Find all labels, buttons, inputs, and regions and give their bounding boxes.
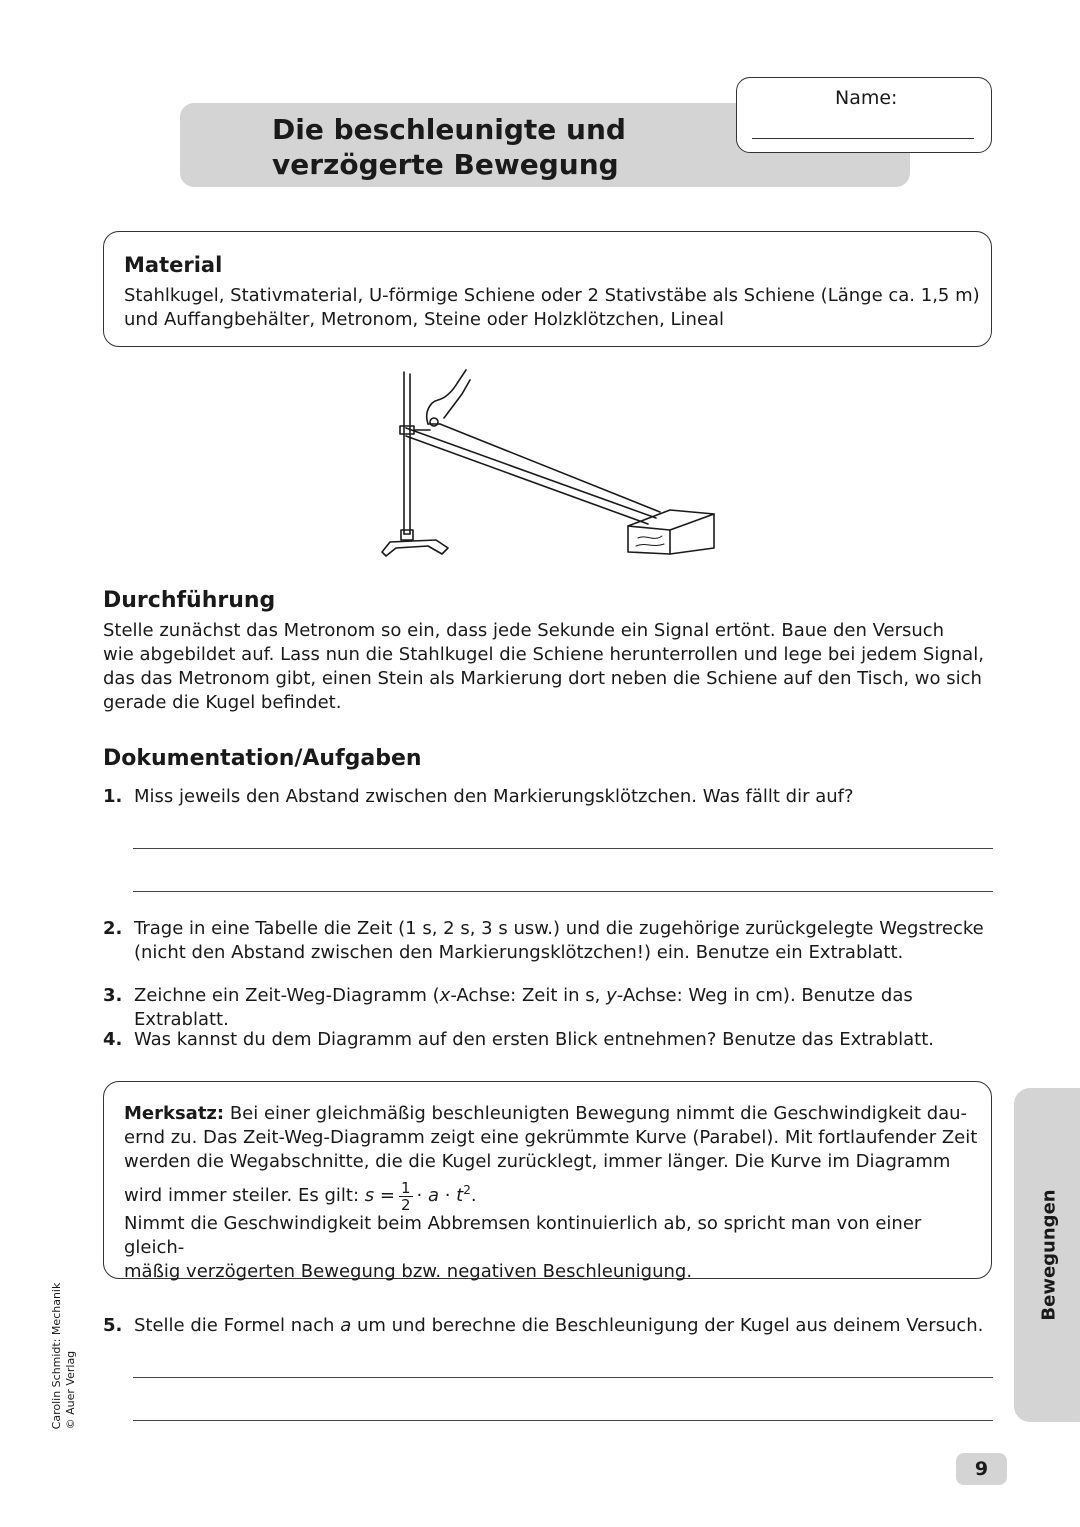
task-text: Miss jeweils den Abstand zwischen den Markierungsklötzchen. Was fällt dir auf? [134,786,854,807]
task-text [134,917,993,965]
formula-exponent: 2 [463,1183,471,1197]
answer-line[interactable] [133,848,993,849]
formula-dot: · [438,1185,457,1206]
page-title-line2: verzögerte Bewegung [272,148,619,181]
experiment-illustration [370,362,730,562]
task-1 [103,785,993,809]
answer-line[interactable] [133,1420,993,1421]
formula-fraction [399,1180,413,1213]
task-text-line: Trage in eine Tabelle die Zeit (1 s, 2 s, 3 s usw.) und die zugehörige zurückgelegte Wegstrecke [134,918,984,939]
durchfuehrung-text [103,619,993,715]
task-5 [103,1314,993,1338]
formula-a: a [427,1185,439,1206]
task-text-part: um und berechne die Beschleunigung der Kugel aus deinem Versuch. [351,1315,984,1336]
name-label: Name: [835,87,898,109]
material-text [124,284,984,332]
merksatz-line1: Bei einer gleichmäßig beschleunigten Bewegung nimmt die Geschwindigkeit dau- [224,1103,968,1124]
merksatz-line3: werden die Wegabschnitte, die die Kugel zurücklegt, immer länger. Die Kurve im Diagramm [124,1151,951,1172]
formula-s: s [364,1185,375,1206]
task-2 [103,917,993,965]
formula-period: . [470,1185,477,1206]
merksatz-line6: mäßig verzögerten Bewegung bzw. negativen Beschleunigung. [124,1261,693,1282]
page-title-line1: Die beschleunigte und [272,113,626,146]
task-text: Was kannst du dem Diagramm auf den ersten Blick entnehmen? Benutze das Extrablatt. [134,1029,934,1050]
merksatz-text [124,1102,984,1284]
page-title [272,112,732,182]
name-write-line[interactable] [752,138,974,139]
task-text [134,1314,993,1338]
task-text-italic: x [439,985,451,1006]
merksatz-line2: ernd zu. Das Zeit-Weg-Diagramm zeigt eine gekrümmte Kurve (Parabel). Mit fortlaufender Zeit [124,1127,978,1148]
task-text-part: Zeichne ein Zeit-Weg-Diagramm ( [134,985,440,1006]
merksatz-label: Merksatz: [124,1103,225,1124]
task-number: 5. [103,1315,123,1336]
task-number: 3. [103,985,123,1006]
durchfuehrung-line: das das Metronom gibt, einen Stein als Markierung dort neben die Schiene auf den Tisch, wo sich [103,668,982,689]
answer-line[interactable] [133,1377,993,1378]
task-number: 2. [103,918,123,939]
task-text-line: (nicht den Abstand zwischen den Markierungsklötzchen!) ein. Benutze ein Extrablatt. [134,942,904,963]
formula-equals: = [374,1185,395,1206]
hand [427,370,470,426]
task-text-italic: y [606,985,617,1006]
formula-t: t [456,1185,464,1206]
durchfuehrung-heading: Durchführung [103,588,276,613]
credit-line1: Carolin Schmidt: Mechanik [50,1282,63,1430]
task-4 [103,1028,993,1052]
task-number: 4. [103,1029,123,1050]
task-3 [103,984,993,1032]
task-number: 1. [103,786,123,807]
task-text [134,984,993,1032]
stand-rod [404,372,410,534]
material-line1: Stahlkugel, Stativmaterial, U-förmige Schiene oder 2 Stativstäbe als Schiene (Länge ca. 1,5 m) [124,285,980,306]
material-line2: und Auffangbehälter, Metronom, Steine oder Holzklötzchen, Lineal [124,309,725,330]
credit-line2: © Auer Verlag [64,1350,77,1430]
page-number: 9 [974,1458,989,1480]
fraction-denominator: 2 [400,1195,411,1214]
task-text-part: Stelle die Formel nach [134,1315,341,1336]
answer-line[interactable] [133,891,993,892]
durchfuehrung-line: Stelle zunächst das Metronom so ein, dass jede Sekunde ein Signal ertönt. Baue den Versuch [103,620,945,641]
durchfuehrung-line: wie abgebildet auf. Lass nun die Stahlkugel die Schiene herunterrollen und lege bei jedem Signal, [103,644,984,665]
task-text-part: -Achse: Zeit in s, [450,985,607,1006]
merksatz-formula-line [124,1174,984,1214]
formula-dot: · [416,1185,428,1206]
material-heading: Material [124,253,223,277]
merksatz-line4: wird immer steiler. Es gilt: [124,1185,365,1206]
rail [406,424,660,524]
merksatz-line5: Nimmt die Geschwindigkeit beim Abbremsen kontinuierlich ab, so spricht man von einer gleich- [124,1213,922,1258]
publisher-credit [50,1283,78,1430]
stand-base [382,530,448,556]
task-text-part: -Achse: Weg in cm). Benutze das Extrablatt. [134,985,913,1030]
durchfuehrung-line: gerade die Kugel befindet. [103,692,342,713]
task-text-italic: a [340,1315,352,1336]
merksatz-line [124,1102,984,1126]
fraction-numerator: 1 [400,1178,411,1197]
dokumentation-heading: Dokumentation/Aufgaben [103,746,422,771]
collecting-box [628,510,714,554]
chapter-tab-label: Bewegungen [1038,1189,1060,1321]
